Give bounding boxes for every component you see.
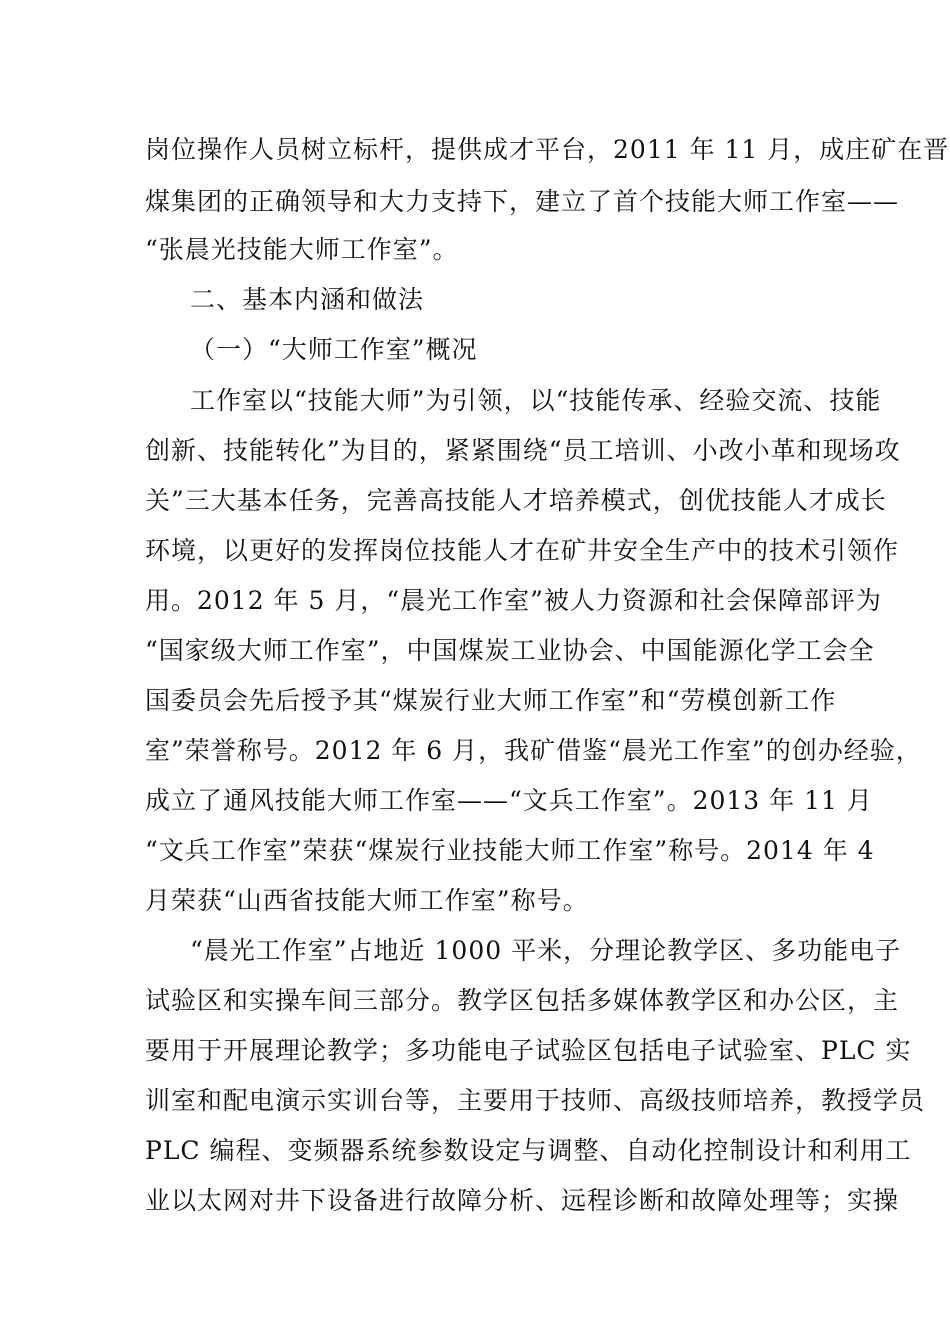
paragraph-line: 要用于开展理论教学；多功能电子试验区包括电子试验室、PLC 实	[145, 1036, 912, 1065]
paragraph-line: PLC 编程、变频器系统参数设定与调整、自动化控制设计和利用工	[145, 1136, 912, 1165]
paragraph-line: 训室和配电演示实训台等，主要用于技师、高级技师培养，教授学员	[145, 1086, 926, 1115]
paragraph-line: 成立了通风技能大师工作室——“文兵工作室”。2013 年 11 月	[145, 786, 873, 815]
paragraph-line: 煤集团的正确领导和大力支持下，建立了首个技能大师工作室——	[145, 187, 900, 216]
subsection-heading: （一）“大师工作室”概况	[190, 335, 478, 364]
paragraph-line: 环境，以更好的发挥岗位技能人才在矿井安全生产中的技术引领作	[145, 536, 900, 565]
paragraph-line: “晨光工作室”占地近 1000 平米，分理论教学区、多功能电子	[190, 936, 902, 965]
paragraph-line: 岗位操作人员树立标杆，提供成才平台，2011 年 11 月，成庄矿在晋	[145, 135, 950, 164]
paragraph-line: 室”荣誉称号。2012 年 6 月，我矿借鉴“晨光工作室”的创办经验，	[145, 736, 922, 765]
paragraph-line: 业以太网对井下设备进行故障分析、远程诊断和故障处理等；实操	[145, 1186, 900, 1215]
paragraph-line: 试验区和实操车间三部分。教学区包括多媒体教学区和办公区，主	[145, 986, 900, 1015]
paragraph-line: 月荣获“山西省技能大师工作室”称号。	[145, 886, 589, 915]
paragraph-line: “文兵工作室”荣获“煤炭行业技能大师工作室”称号。2014 年 4	[145, 836, 875, 865]
paragraph-line: 工作室以“技能大师”为引领，以“技能传承、经验交流、技能	[190, 386, 882, 415]
paragraph-line: 用。2012 年 5 月，“晨光工作室”被人力资源和社会保障部评为	[145, 586, 882, 615]
paragraph-line: “国家级大师工作室”，中国煤炭工业协会、中国能源化学工会全	[145, 636, 875, 665]
paragraph-line: 创新、技能转化”为目的，紧紧围绕“员工培训、小改小革和现场攻	[145, 436, 901, 465]
paragraph-line: 国委员会先后授予其“煤炭行业大师工作室”和“劳模创新工作	[145, 686, 837, 715]
paragraph-line: 关”三大基本任务，完善高技能人才培养模式，创优技能人才成长	[145, 486, 887, 515]
paragraph-line: “张晨光技能大师工作室”。	[145, 235, 459, 264]
section-heading: 二、基本内涵和做法	[190, 285, 425, 314]
